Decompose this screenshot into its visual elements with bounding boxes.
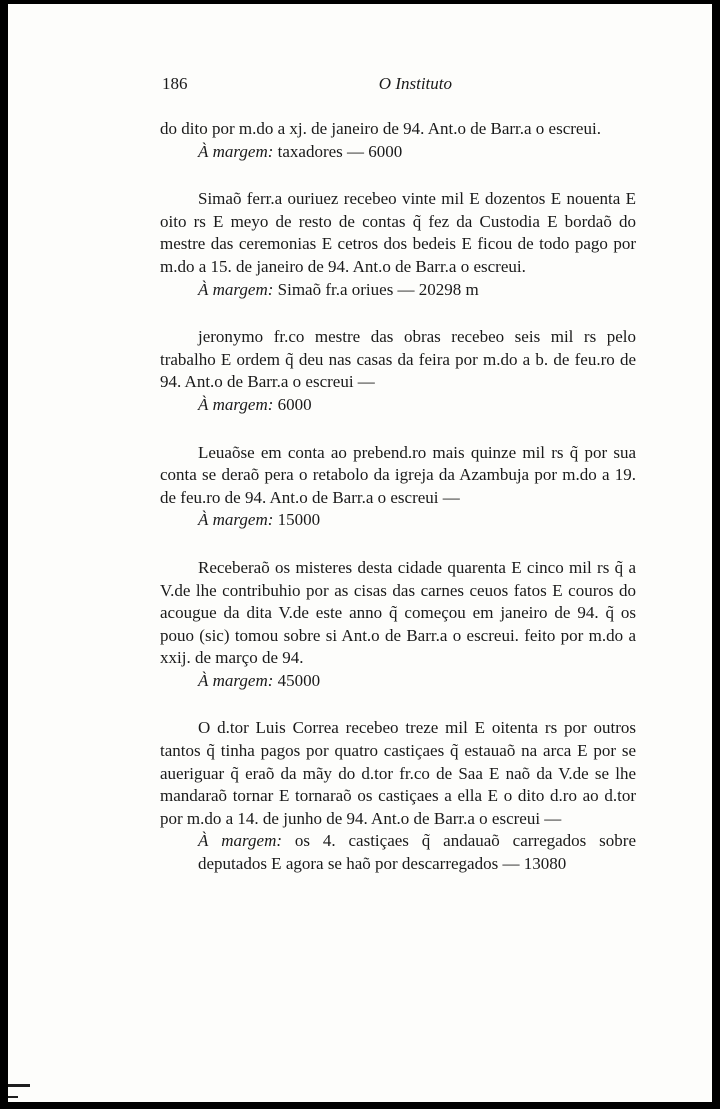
margin-label: À margem:	[198, 279, 274, 299]
entry-text: Simaõ ferr.a ouriuez recebeo vinte mil E dozentos E nouenta E oito rs E meyo de resto de contas q̃ fez da Custodia E bordaõ do mestre das ceremonias E cetros dos bedeis E ficou de todo pago por m.do a 15. de janeiro de 94. Ant.o de Barr.a o escreui.	[160, 189, 636, 276]
entry-6	[160, 717, 636, 875]
entry-2	[160, 188, 636, 301]
entry-5	[160, 557, 636, 693]
margin-label: À margem:	[198, 394, 274, 414]
entry-text: O d.tor Luis Correa recebeo treze mil E oitenta rs por outros tantos q̃ tinha pagos por quatro castiçaes q̃ estauaõ na arca E por se aueriguar q̃ eraõ da mãy do d.tor fr.co de Saa E naõ da V.de se lhe mandaraõ tornar E tornaraõ os castiçaes a ella E o dito d.ro ao d.tor por m.do a 14. de junho de 94. Ant.o de Barr.a o escreui —	[160, 718, 636, 828]
entry-4	[160, 442, 636, 532]
entry-text: Leuaõse em conta ao prebend.ro mais quinze mil rs q̃ por sua conta se deraõ pera o retabolo da igreja da Azambuja por m.do a 19. de feu.ro de 94. Ant.o de Barr.a o escreui —	[160, 442, 636, 507]
margin-label: À margem:	[198, 510, 274, 530]
margin-text: 15000	[273, 510, 321, 530]
margin-label: À margem:	[198, 141, 274, 161]
margin-text: os 4. castiçaes q̃ andauaõ carregados sobre deputados E agora se haõ por descarregados — 13080	[198, 831, 636, 874]
scan-edge-mark	[8, 1096, 18, 1098]
margin-text: Simaõ fr.a oriues — 20298 m	[273, 279, 479, 299]
margin-note	[160, 279, 636, 302]
scan-edge-mark	[8, 1084, 30, 1087]
document-body	[160, 118, 636, 901]
margin-text: 6000	[273, 394, 312, 414]
margin-note	[160, 830, 636, 875]
margin-note	[160, 394, 636, 417]
page-number: 186	[162, 74, 188, 93]
entry-1	[160, 118, 636, 163]
margin-note	[160, 141, 636, 164]
margin-note	[160, 509, 636, 532]
entry-text: Receberaõ os misteres desta cidade quarenta E cinco mil rs q̃ a V.de lhe contribuhio por as cisas das carnes ceuos fatos E couros do acougue da dita V.de este anno q̃ começou em janeiro de 94. q̃ os pouo (sic) tomou sobre si Ant.o de Barr.a o escreui. feito por m.do a xxij. de março de 94.	[160, 557, 636, 668]
margin-label: À margem:	[198, 670, 274, 690]
entry-text: jeronymo fr.co mestre das obras recebeo seis mil rs pelo trabalho E ordem q̃ deu nas casas da feira por m.do a b. de feu.ro de 94. Ant.o de Barr.a o escreui —	[160, 327, 636, 392]
entry-text: do dito por m.do a xj. de janeiro de 94. Ant.o de Barr.a o escreui.	[160, 119, 601, 138]
margin-label: À margem:	[198, 831, 283, 851]
margin-note	[160, 670, 636, 693]
running-title: O Instituto	[378, 74, 452, 93]
margin-text: 45000	[273, 670, 321, 690]
margin-text: taxadores — 6000	[273, 141, 403, 161]
entry-3	[160, 326, 636, 416]
